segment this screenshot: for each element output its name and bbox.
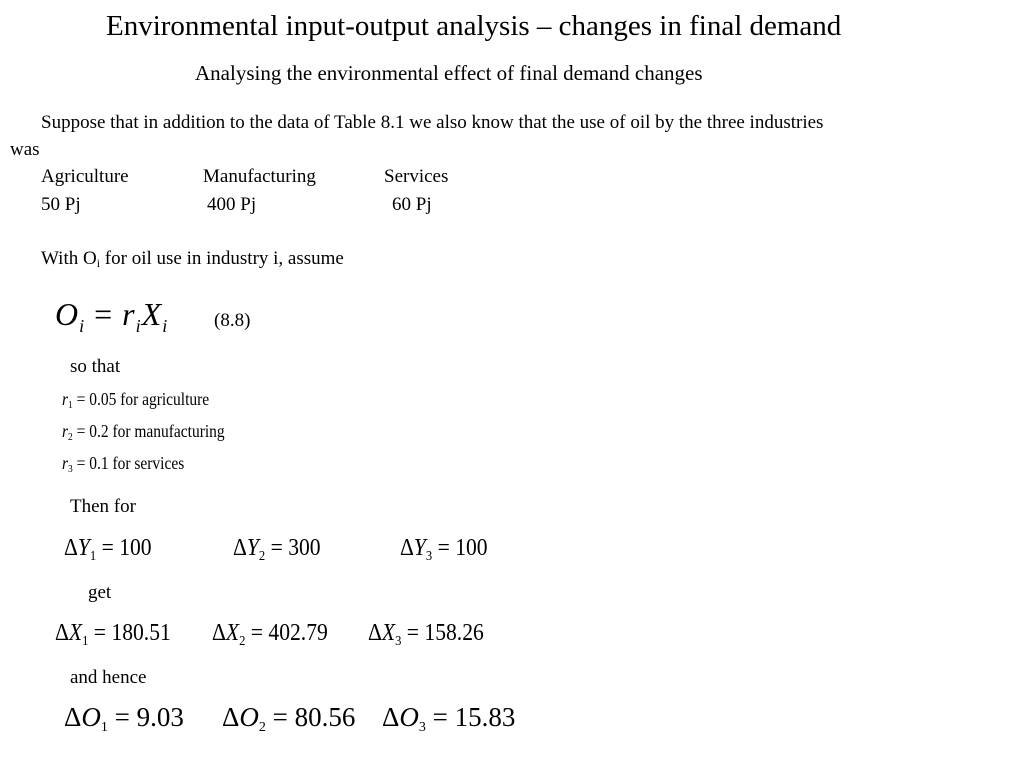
delta-o1-value: 9.03 (136, 702, 184, 732)
with-oil-prefix: With O (41, 248, 97, 269)
delta-y2: $\Delta Y_2 = 300$ (233, 535, 321, 564)
coefficient-r2: $r_2 = 0.2$ for manufacturing (62, 421, 225, 443)
intro-line-2: was (10, 139, 40, 160)
delta-o2-value: 80.56 (294, 702, 356, 732)
then-for-label: Then for (70, 496, 136, 517)
slide-title: Environmental input-output analysis – changes in final demand (106, 10, 842, 42)
industry-name-services: Services (384, 166, 449, 187)
oil-use-agriculture: 50 Pj (41, 194, 81, 215)
coefficient-r2-subscript: 2 (68, 431, 73, 443)
delta-x1: $\Delta X_1 = 180.51$ (55, 620, 171, 649)
industry-name-agriculture: Agriculture (41, 166, 129, 187)
delta-y2-subscript: 2 (258, 549, 266, 564)
delta-y3-subscript: 3 (425, 549, 433, 564)
oil-use-services: 60 Pj (392, 194, 432, 215)
delta-o2: $\Delta O_2 = 80.56$ (222, 702, 356, 735)
coefficient-r2-value: 0.2 (89, 421, 109, 441)
delta-x2-subscript: 2 (239, 634, 246, 649)
slide-subtitle: Analysing the environmental effect of final demand changes (195, 61, 703, 85)
equation-number: (8.8) (214, 310, 251, 331)
coefficient-r3-value: 0.1 (89, 453, 109, 473)
coefficient-r1-subscript: 1 (68, 399, 73, 411)
coefficient-r3-subscript: 3 (68, 463, 73, 475)
delta-y2-value: 300 (288, 535, 321, 561)
delta-o3-value: 15.83 (454, 702, 516, 732)
coefficient-r1-value: 0.05 (89, 389, 117, 409)
delta-x2: $\Delta X_2 = 402.79$ (212, 620, 328, 649)
industry-name-manufacturing: Manufacturing (203, 166, 316, 187)
delta-y1-subscript: 1 (89, 549, 97, 564)
so-that-label: so that (70, 356, 121, 377)
delta-x1-value: 180.51 (111, 620, 171, 646)
delta-o1: $\Delta O_1 = 9.03$ (64, 702, 184, 735)
delta-x3-value: 158.26 (424, 620, 484, 646)
delta-y1-value: 100 (119, 535, 152, 561)
delta-o3-subscript: 3 (418, 720, 426, 735)
delta-y1: $\Delta Y_1 = 100$ (64, 535, 152, 564)
with-oil-subscript: i (96, 256, 101, 270)
coefficient-r1-label: for agriculture (120, 389, 210, 409)
intro-line-1: Suppose that in addition to the data of Table 8.1 we also know that the use of oil by the three industries (41, 112, 824, 133)
delta-x2-value: 402.79 (268, 620, 328, 646)
delta-o2-subscript: 2 (258, 720, 266, 735)
with-oil-line (41, 248, 344, 271)
delta-y3: $\Delta Y_3 = 100$ (400, 535, 488, 564)
coefficient-r2-label: for manufacturing (112, 421, 225, 441)
oil-use-manufacturing: 400 Pj (207, 194, 257, 215)
coefficient-r3: $r_3 = 0.1$ for services (62, 453, 185, 475)
delta-o3: $\Delta O_3 = 15.83$ (382, 702, 516, 735)
coefficient-r3-label: for services (112, 453, 185, 473)
coefficient-r1: $r_1 = 0.05$ for agriculture (62, 389, 210, 411)
oil-use-equation: $O_i = r_iX_i$ (55, 296, 169, 336)
delta-y3-value: 100 (455, 535, 488, 561)
get-label: get (88, 582, 112, 603)
delta-o1-subscript: 1 (100, 720, 108, 735)
and-hence-label: and hence (70, 667, 147, 688)
delta-x3-subscript: 3 (395, 634, 402, 649)
delta-x3: $\Delta X_3 = 158.26$ (368, 620, 484, 649)
delta-x1-subscript: 1 (82, 634, 89, 649)
with-oil-suffix: for oil use in industry i, assume (100, 248, 344, 269)
